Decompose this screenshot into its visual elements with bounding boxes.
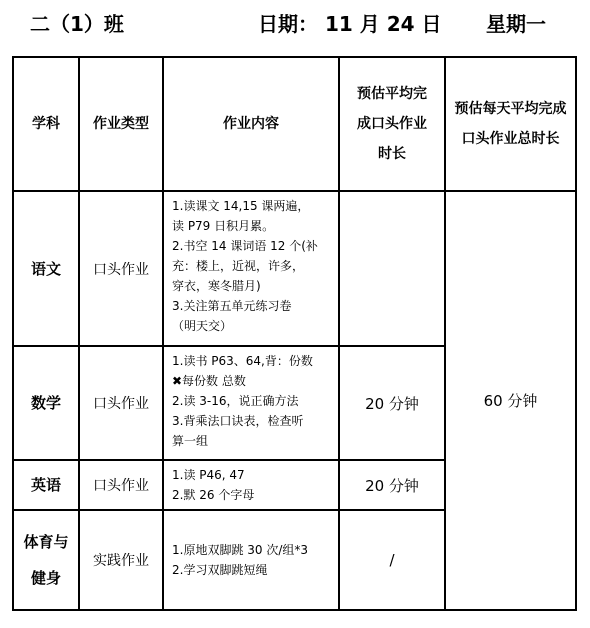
weekday-label: 星期一 [486, 12, 546, 36]
subject-cell: 语文 [13, 191, 79, 346]
col-header-type: 作业类型 [79, 57, 163, 191]
class-label: 二（1）班 [30, 12, 124, 36]
col-header-total-time: 预估每天平均完成 口头作业总时长 [445, 57, 576, 191]
content-cell: 1.读书 P63、64,背：份数 ✖每份数 总数 2.读 3-16，说正确方法 3.背乘法口诀表，检查听 算一组 [163, 346, 339, 460]
type-cell: 口头作业 [79, 460, 163, 510]
content-cell: 1.读 P46, 47 2.默 26 个字母 [163, 460, 339, 510]
time-cell: 20 分钟 [339, 460, 445, 510]
time-cell: / [339, 510, 445, 610]
content-cell: 1.原地双脚跳 30 次/组*3 2.学习双脚跳短绳 [163, 510, 339, 610]
type-cell: 实践作业 [79, 510, 163, 610]
header-row [13, 57, 576, 191]
content-cell: 1.读课文 14,15 课两遍， 读 P79 日积月累。 2.书空 14 课词语 12 个(补 充：楼上，近视，许多， 穿衣，寒冬腊月) 3.关注第五单元练习卷 （明天交） [163, 191, 339, 346]
type-cell: 口头作业 [79, 191, 163, 346]
subject-cell: 数学 [13, 346, 79, 460]
date-label: 日期： 11 月 24 日 [258, 12, 442, 36]
total-time-cell: 60 分钟 [445, 191, 576, 610]
col-header-content: 作业内容 [163, 57, 339, 191]
subject-cell: 体育与 健身 [13, 510, 79, 610]
col-header-subject: 学科 [13, 57, 79, 191]
type-cell: 口头作业 [79, 346, 163, 460]
table-row [13, 191, 576, 346]
time-cell: 20 分钟 [339, 346, 445, 460]
col-header-avg-time: 预估平均完 成口头作业 时长 [339, 57, 445, 191]
time-cell [339, 191, 445, 346]
homework-table [12, 56, 577, 611]
subject-cell: 英语 [13, 460, 79, 510]
